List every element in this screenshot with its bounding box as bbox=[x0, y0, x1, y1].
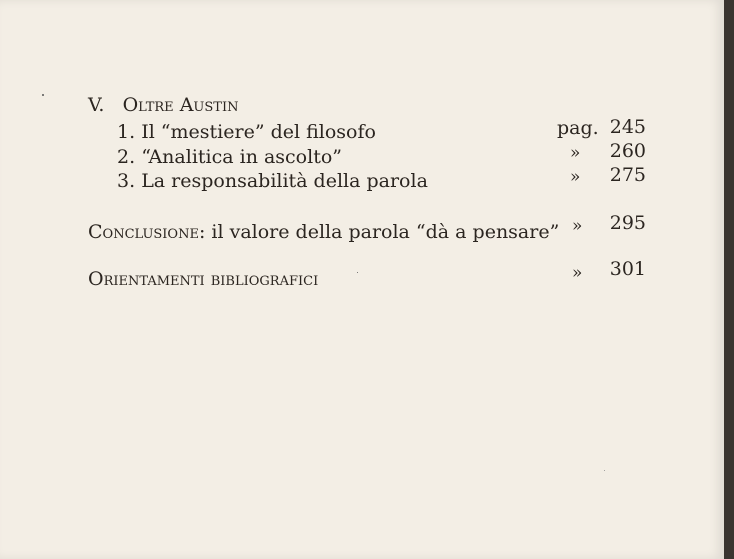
page-number: 295 bbox=[609, 212, 646, 234]
ditto-mark: » bbox=[572, 263, 583, 283]
paper-speck bbox=[357, 272, 358, 273]
page-number: 260 bbox=[609, 140, 646, 162]
section-title: “Analitica in ascolto” bbox=[141, 146, 342, 168]
toc-entry-bibliography bbox=[88, 268, 318, 290]
page-marker: pag. bbox=[557, 117, 599, 139]
conclusion-subtitle: : il valore della parola “dà a pensare” bbox=[198, 221, 560, 243]
page-number: 275 bbox=[609, 164, 646, 186]
section-number: 3. bbox=[117, 170, 136, 192]
page-edge-shadow bbox=[724, 0, 734, 559]
chapter-title: Oltre Austin bbox=[122, 94, 239, 116]
chapter-number: V. bbox=[88, 94, 105, 116]
conclusion-label: Conclusione bbox=[88, 221, 199, 243]
section-title: Il “mestiere” del filosofo bbox=[141, 121, 376, 143]
section-number: 1. bbox=[117, 121, 136, 143]
toc-entry-section-2 bbox=[117, 146, 342, 168]
ditto-mark: » bbox=[572, 216, 583, 236]
paper-speck bbox=[42, 94, 44, 96]
ditto-mark: » bbox=[570, 167, 581, 187]
toc-entry-conclusion bbox=[88, 221, 559, 243]
chapter-heading bbox=[88, 94, 238, 116]
page-number: 245 bbox=[609, 116, 646, 138]
paper-speck bbox=[604, 470, 605, 471]
toc-entry-section-3 bbox=[117, 170, 428, 192]
section-number: 2. bbox=[117, 146, 136, 168]
section-title: La responsabilità della parola bbox=[141, 170, 428, 192]
toc-entry-section-1 bbox=[117, 121, 376, 143]
page-number: 301 bbox=[609, 258, 646, 280]
ditto-mark: » bbox=[570, 143, 581, 163]
bibliography-label: Orientamenti bibliografici bbox=[88, 268, 319, 290]
